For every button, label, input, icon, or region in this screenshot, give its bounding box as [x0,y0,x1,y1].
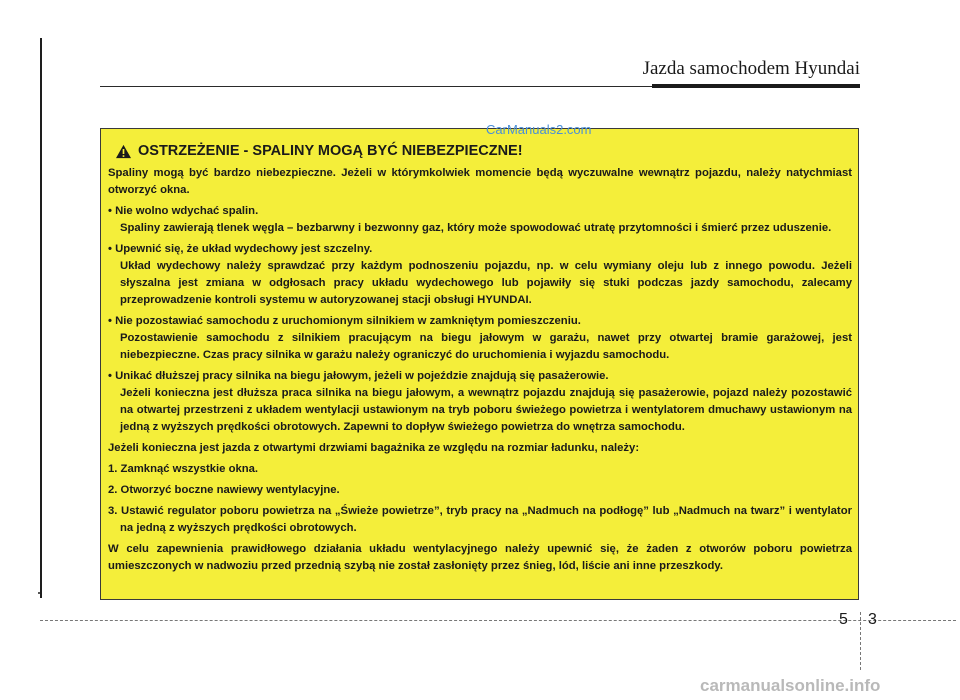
page-number: 3 [868,611,877,628]
warning-title [115,142,852,160]
warning-title-text: OSTRZEŻENIE - SPALINY MOGĄ BYĆ NIEBEZPIECZNE! [138,143,523,159]
warning-triangle-icon [115,144,132,159]
warning-item-heading: • Upewnić się, że układ wydechowy jest szczelny. [108,243,373,255]
trunk-intro: Jeżeli konieczna jest jazda z otwartymi drzwiami bagażnika ze względu na rozmiar ładunku, należy: [108,442,640,454]
warning-intro: Spaliny mogą być bardzo niebezpieczne. Jeżeli w którymkolwiek momencie będą wyczuwalne wewnątrz pojazdu, należy natychmiast otworzyć okna. [108,167,852,196]
warning-item-body: Układ wydechowy należy sprawdzać przy każdym podnoszeniu pojazdu, np. w celu wymiany oleju lub z innego powodu. Jeżeli słyszalna jest zmiana w odgłosach pracy układu wydechowego lub pojawiły się stuki podczas jazdy samochodu, zalecamy przeprowadzenie kontroli systemu w autoryzowanej stacji obsługi HYUNDAI. [120,260,852,306]
warning-box [100,128,859,600]
warning-item-heading: • Nie pozostawiać samochodu z uruchomionym silnikiem w zamkniętym pomieszczeniu. [108,315,581,327]
header-rule-accent [652,84,860,88]
watermark-bottom: carmanualsonline.info [700,676,881,695]
header-title: Jazda samochodem Hyundai [642,58,860,79]
chapter-number: 5 [839,611,848,628]
footer-dashed-rule [40,620,956,621]
page-number-divider [860,612,861,670]
warning-item-body: Jeżeli konieczna jest dłuższa praca silnika na biegu jałowym, a wewnątrz pojazdu znajdują się pasażerowie, pojazd należy pozostawić na otwartej przestrzeni z układem wentylacji ustawionym na tryb poboru świeżego powietrza i wentylatorem dmuchawy ustawionym na jedną z wyższych prędkości obrotowych. Zapewni to dopływ świeżego powietrza do wnętrza samochodu. [120,387,852,433]
warning-item-heading: • Nie wolno wdychać spalin. [108,205,259,217]
step-item: 1. Zamknąć wszystkie okna. [108,463,259,475]
closing-paragraph: W celu zapewnienia prawidłowego działania układu wentylacyjnego należy upewnić się, że żaden z otworów poboru powietrza umieszczonych w nadwoziu przed przednią szybą nie został zasłonięty przez śnieg, lód, liście ani inne przeszkody. [108,543,852,572]
step-item: 3. Ustawić regulator poboru powietrza na „Świeże powietrze”, tryb pracy na „Nadmuch na podłogę” lub „Nadmuch na twarz” i wentylator na jedną z wyższych prędkości obrotowych. [108,505,852,534]
margin-dot [38,592,40,594]
left-margin-rule [40,38,42,598]
warning-item-body: Pozostawienie samochodu z silnikiem pracującym na biegu jałowym w garażu, nawet przy otwartej bramie garażowej, jest niebezpieczne. Czas pracy silnika w garażu należy ograniczyć do uruchomienia i wyjazdu samochodu. [120,332,852,361]
watermark-top: CarManuals2.com [486,122,592,137]
step-item: 2. Otworzyć boczne nawiewy wentylacyjne. [108,484,340,496]
warning-item-body: Spaliny zawierają tlenek węgla – bezbarwny i bezwonny gaz, który może spowodować utratę przytomności i śmierć przez uduszenie. [120,222,832,234]
warning-item-heading: • Unikać dłuższej pracy silnika na biegu jałowym, jeżeli w pojeździe znajdują się pasażerowie. [108,370,609,382]
